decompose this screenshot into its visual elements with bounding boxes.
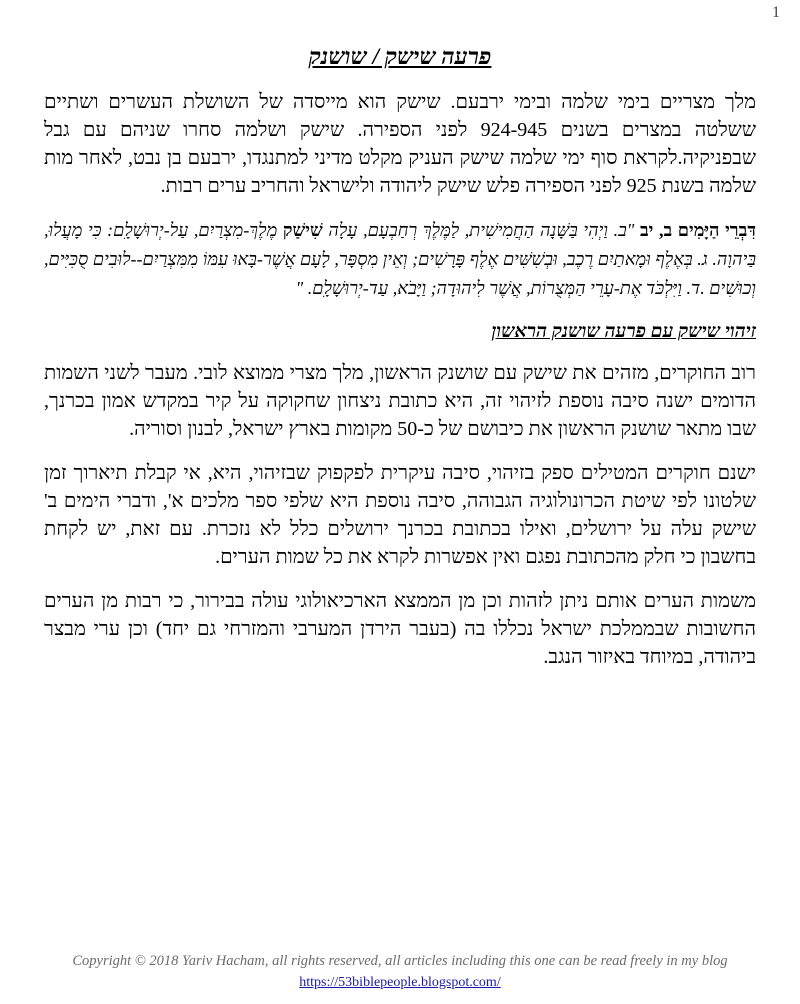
- copyright-notice: Copyright © 2018 Yariv Hacham, all rights reserved, all articles including this one can be read freely in my blog: [72, 953, 728, 969]
- article-body: [44, 44, 756, 687]
- blog-link[interactable]: https://53biblepeople.blogspot.com/: [299, 975, 501, 990]
- quote-text-pre: "ב. וַיְהִי בַּשָּׁנָה הַחֲמִישִׁית, לַמֶּלֶךְ רְחַבְעָם, עָלָה: [322, 220, 640, 240]
- archaeology-paragraph: משמות הערים אותם ניתן לזהות וכן מן הממצא הארכיאולוגי עולה בבירור, כי רבות מן הערים החשובות שבממלכת ישראל נכללו בה (בעבר הירדן המערבי והמזרחי גם יחד) וכן ערי מבצר ביהודה, במיוחד באיזור הנגב.: [44, 590, 756, 668]
- bible-quote: [44, 216, 756, 303]
- identification-paragraph: רוב החוקרים, מזהים את שישק עם שושנק הראשון, מלך מצרי ממוצא לובי. מעבר לשני השמות הדומים ישנה סיבה נוספת לזיהוי זה, היא כתובת ניצחון שחקוקה על קיר במקדש אמון בכרנך, שבו מתאר שושנק הראשון את כיבושם של כ-50 מקומות בארץ ישראל, לבנון וסוריה.: [44, 362, 756, 440]
- doubt-paragraph: ישנם חוקרים המטילים ספק בזיהוי, סיבה עיקרית לפקפוק שבזיהוי, היא, אי קבלת תיארוך זמן שלטונו לפי שיטת הכרונולוגיה הגבוהה, סיבה נוספת היא שלפי ספר מלכים א', ודברי הימים ב' שישק עלה על ירושלים, ואילו בכתובת בכרנך ירושלים כלל לא נזכרת. עם זאת, יש לקחת בחשבון כי חלק מהכתובת נפגם ואין אפשרות לקרא את כל שמות הערים.: [44, 462, 756, 568]
- quote-text-post: מֶלֶךְ-מִצְרַיִם, עַל-יְרוּשָׁלִָם: כִּי מָעֲלוּ, בַּיהוָה. ג. בְּאֶלֶף וּמָאתַיִם רֶכֶב, וּבְשִׁשִּׁים אֶלֶף פָּרָשִׁים; וְאֵין מִסְפָּר, לָעָם אֲשֶׁר-בָּאוּ עִמּוֹ מִמִּצְרַיִם--לוּבִים סֻכִּיִּים, וְכוּשִׁים .ד. וַיִּלְכֹּד אֶת-עָרֵי הַמְּצֻרוֹת, אֲשֶׁר לִיהוּדָה; וַיָּבֹא, עַד-יְרוּשָׁלִָם. ": [44, 220, 756, 298]
- page-number: 1: [772, 4, 780, 21]
- article-title: פרעה שישק / שושנק: [308, 44, 492, 69]
- quote-source: דִּבְרֵי הַיָּמִים ב, יב: [639, 220, 756, 240]
- intro-paragraph: מלך מצריים בימי שלמה ובימי ירבעם. שישק הוא מייסדה של השושלת העשרים ושתיים ששלטה במצרים בשנים 924-945 לפני הספירה. שישק ושלמה סחרו שניהם עם גבל שבפניקיה.לקראת סוף ימי שלמה שישק העניק מקלט מדיני למתנגדו, ירבעם בן נבט, לאחר מות שלמה בשנת 925 לפני הספירה פלש שישק ליהודה ולישראל והחריב ערים רבות.: [44, 91, 757, 197]
- quote-name: שִׁישַׁק: [282, 220, 323, 240]
- page-footer: [0, 951, 800, 993]
- section-heading: זיהוי שישק עם פרעה שושנק הראשון: [491, 321, 756, 342]
